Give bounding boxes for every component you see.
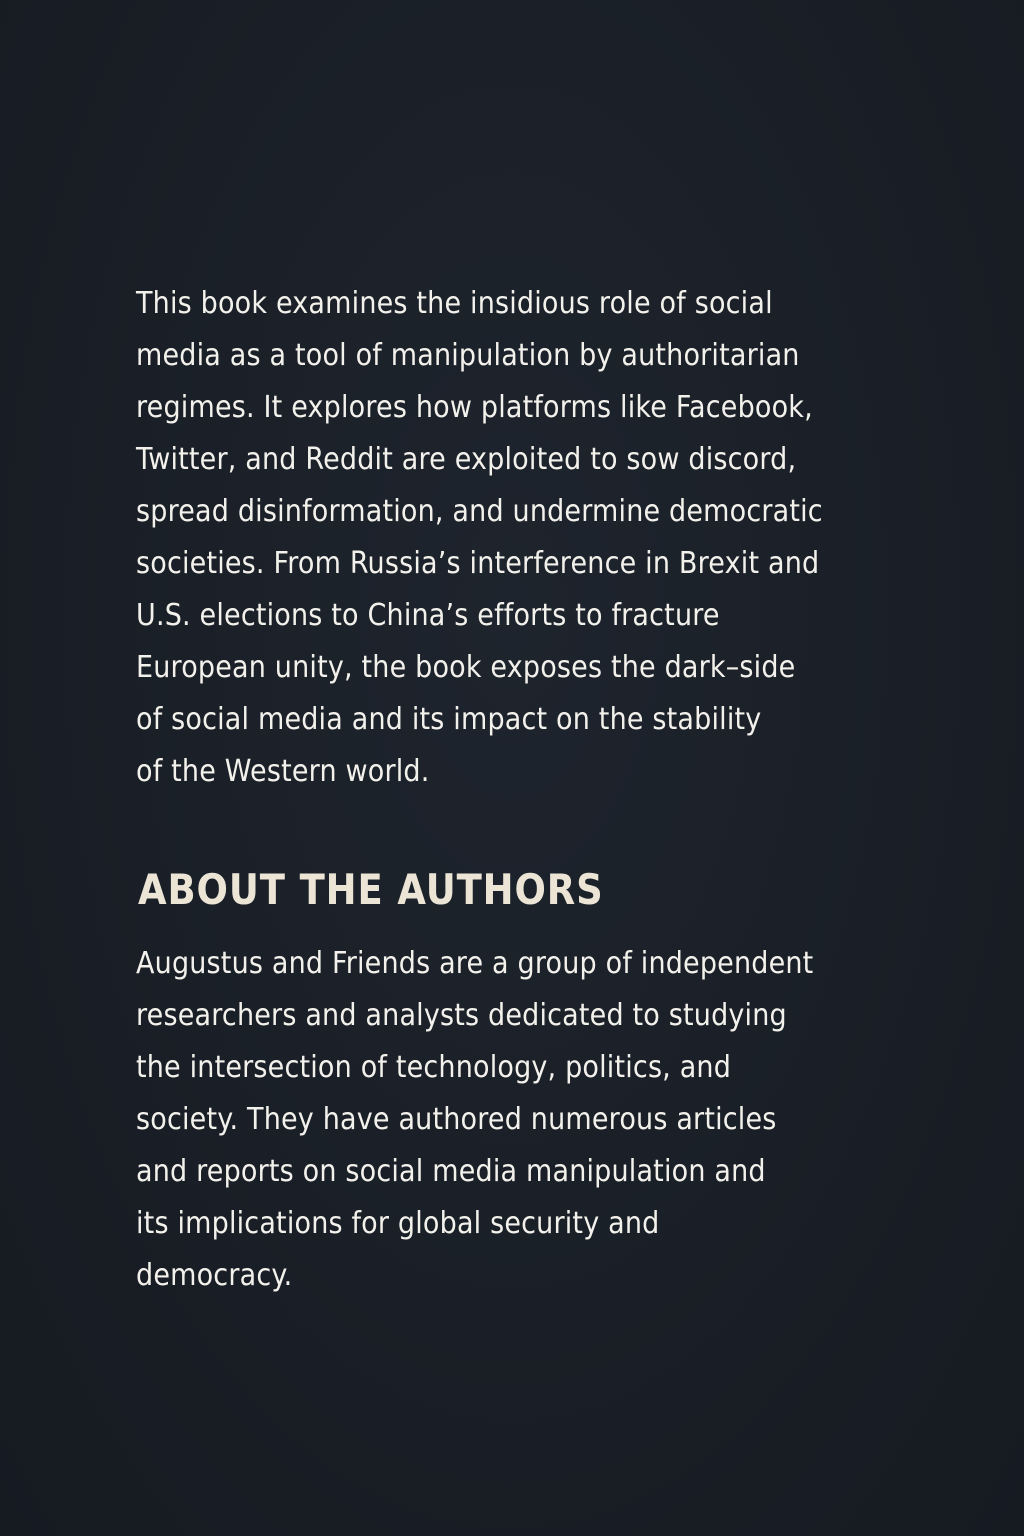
description-line: U.S. elections to China’s efforts to fracture bbox=[136, 598, 720, 633]
description-line: of the Western world. bbox=[136, 754, 430, 789]
bio-line: the intersection of technology, politics, and bbox=[136, 1050, 732, 1085]
description-line: spread disinformation, and undermine democratic bbox=[136, 494, 823, 529]
description-line: regimes. It explores how platforms like Facebook, bbox=[136, 390, 813, 425]
about-authors-heading: ABOUT THE AUTHORS bbox=[138, 865, 604, 914]
bio-line: its implications for global security and bbox=[136, 1206, 660, 1241]
bio-line: democracy. bbox=[136, 1258, 293, 1293]
description-line: Twitter, and Reddit are exploited to sow discord, bbox=[136, 442, 797, 477]
description-line: media as a tool of manipulation by authoritarian bbox=[136, 338, 800, 373]
description-line: European unity, the book exposes the dark–side bbox=[136, 650, 796, 685]
bio-line: Augustus and Friends are a group of independent bbox=[136, 946, 814, 981]
description-line: This book examines the insidious role of social bbox=[136, 286, 773, 321]
description-line: of social media and its impact on the stability bbox=[136, 702, 762, 737]
bio-line: and reports on social media manipulation and bbox=[136, 1154, 766, 1189]
description-line: societies. From Russia’s interference in Brexit and bbox=[136, 546, 820, 581]
authors-bio bbox=[136, 938, 847, 1302]
bio-line: society. They have authored numerous articles bbox=[136, 1102, 777, 1137]
book-description bbox=[136, 278, 847, 798]
bio-line: researchers and analysts dedicated to studying bbox=[136, 998, 787, 1033]
